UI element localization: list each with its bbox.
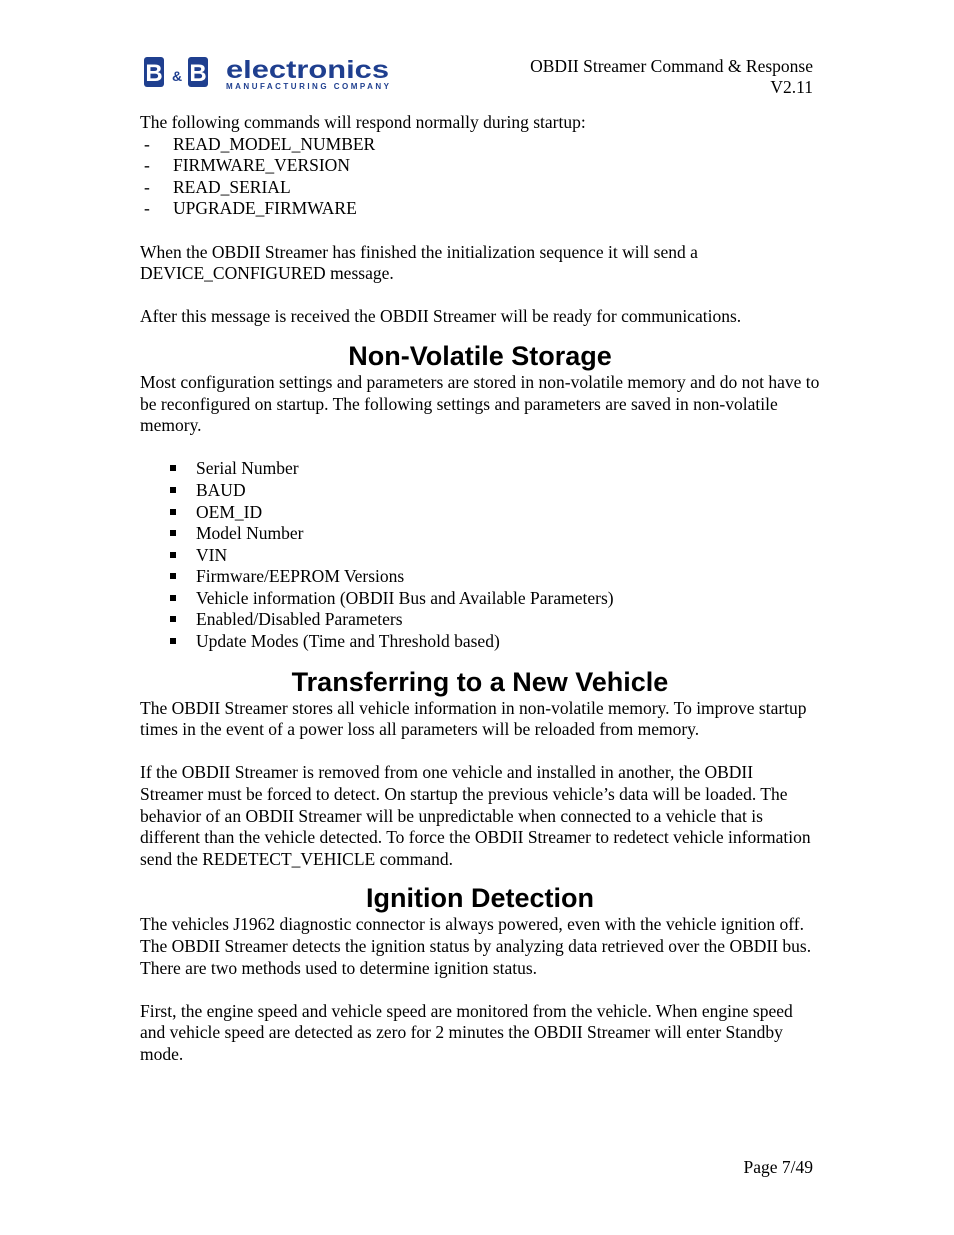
intro-lead: The following commands will respond normally during startup:	[140, 112, 586, 132]
svg-text:electronics: electronics	[226, 56, 389, 84]
saved-settings-list	[140, 458, 820, 652]
section-heading-nonvolatile: Non-Volatile Storage	[348, 340, 612, 371]
document-header	[530, 56, 813, 98]
svg-text:MANUFACTURING COMPANY: MANUFACTURING COMPANY	[226, 82, 389, 91]
list-item: OEM_ID	[140, 502, 820, 524]
startup-command-list	[140, 134, 820, 220]
list-item: - READ_MODEL_NUMBER	[140, 134, 820, 156]
list-item: Serial Number	[140, 458, 820, 480]
list-item: - FIRMWARE_VERSION	[140, 155, 820, 177]
paragraph: First, the engine speed and vehicle speed are monitored from the vehicle. When engine speed and vehicle speed are detected as zero for 2 minutes the OBDII Streamer will enter Standby mode.	[140, 1000, 793, 1064]
svg-text:B: B	[145, 60, 163, 87]
paragraph: After this message is received the OBDII Streamer will be ready for communications.	[140, 306, 742, 327]
list-item: Update Modes (Time and Threshold based)	[140, 631, 820, 653]
document-version: V2.11	[770, 77, 813, 97]
page-content	[140, 112, 820, 1066]
svg-text:B: B	[189, 60, 207, 87]
svg-text:&: &	[171, 68, 183, 84]
list-item: - UPGRADE_FIRMWARE	[140, 198, 820, 220]
page-number: Page 7/49	[743, 1157, 813, 1177]
paragraph: If the OBDII Streamer is removed from one vehicle and installed in another, the OBDII Streamer must be forced to detect. On startup the previous vehicle’s data will be loaded. The behavior of an OBDII Streamer will be unpredictable when connected to a vehicle that is different than the vehicle detected. To force the OBDII Streamer to redetect vehicle information send the REDETECT_VEHICLE command.	[140, 762, 811, 869]
document-title: OBDII Streamer Command & Response	[530, 56, 813, 76]
paragraph: The OBDII Streamer stores all vehicle information in non-volatile memory. To improve startup times in the event of a power loss all parameters will be reloaded from memory.	[140, 697, 807, 740]
list-item: Firmware/EEPROM Versions	[140, 566, 820, 588]
list-item: VIN	[140, 545, 820, 567]
company-logo	[144, 56, 392, 92]
list-item: - READ_SERIAL	[140, 177, 820, 199]
list-item: Vehicle information (OBDII Bus and Available Parameters)	[140, 588, 820, 610]
section-heading-ignition: Ignition Detection	[366, 883, 594, 914]
list-item: Enabled/Disabled Parameters	[140, 609, 820, 631]
paragraph: Most configuration settings and parameters are stored in non-volatile memory and do not have to be reconfigured on startup. The following settings and parameters are saved in non-volatile memory.	[140, 371, 820, 436]
list-item: Model Number	[140, 523, 820, 545]
paragraph: When the OBDII Streamer has finished the initialization sequence it will send a DEVICE_CONFIGURED message.	[140, 241, 698, 284]
list-item: BAUD	[140, 480, 820, 502]
paragraph: The vehicles J1962 diagnostic connector is always powered, even with the vehicle ignition off. The OBDII Streamer detects the ignition status by analyzing data retrieved over the OBDII bus. There are two methods used to determine ignition status.	[140, 914, 812, 978]
section-heading-transfer: Transferring to a New Vehicle	[291, 666, 669, 697]
